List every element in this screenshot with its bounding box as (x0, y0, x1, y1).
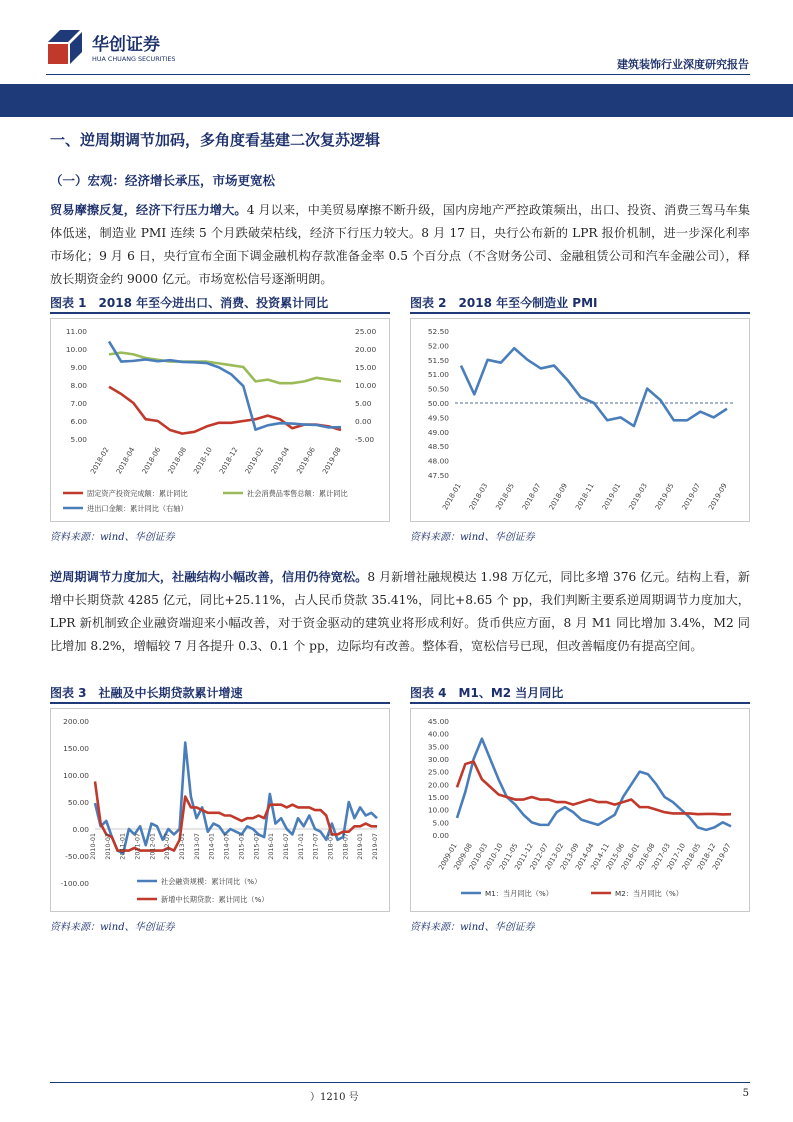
c4-ytick-8: 5.00 (432, 818, 449, 828)
c1-xtick-8: 2019-06 (295, 446, 317, 476)
c1-xtick-3: 2018-08 (166, 446, 189, 476)
c1-xtick-2: 2018-06 (140, 446, 163, 476)
c4-xtick-5: 2011-12 (513, 842, 535, 872)
figure-1-source: 资料来源：wind、华创证券 (50, 532, 175, 543)
footer-divider (50, 1082, 750, 1083)
c4-xtick-4: 2011-05 (498, 842, 520, 872)
c4-xtick-0: 2009-01 (437, 842, 459, 872)
chart-1-svg (51, 319, 389, 521)
figure-2-title: 图表 2 2018 年至今制造业 PMI (410, 294, 750, 314)
header-divider (46, 74, 750, 75)
c1-ytick-left-4: 7.00 (70, 399, 87, 408)
c2-ytick-4: 50.50 (427, 384, 449, 394)
figure-4-source: 资料来源：wind、华创证券 (410, 922, 535, 933)
c2-ytick-0: 52.50 (427, 327, 449, 336)
c3-xtick-18: 2019-01 (356, 833, 365, 860)
c1-ytick-left-1: 10.00 (65, 345, 87, 354)
c4-ytick-7: 10.00 (427, 805, 449, 815)
c4-xtick-12: 2016-01 (619, 842, 642, 872)
section-title: 一、逆周期调节加码，多角度看基建二次复苏逻辑 (50, 131, 381, 149)
c2-xtick-4: 2018-09 (547, 482, 570, 512)
c2-ytick-6: 49.50 (427, 413, 449, 423)
c2-xtick-7: 2019-03 (627, 482, 649, 512)
c2-ytick-3: 51.00 (427, 370, 449, 380)
c1-ytick-right-3: 10.00 (355, 381, 377, 390)
c1-xtick-1: 2018-04 (114, 446, 137, 476)
c2-xtick-0: 2018-01 (441, 482, 463, 512)
c3-xtick-3: 2011-07 (133, 833, 142, 860)
c4-ytick-0: 45.00 (427, 717, 449, 726)
report-title: 建筑装饰行业深度研究报告 (617, 58, 749, 71)
c1-legend-1-label: 社会消费品零售总额：累计同比 (247, 489, 348, 498)
c1-ytick-right-0: 25.00 (355, 327, 377, 336)
c3-xtick-12: 2016-01 (267, 833, 276, 860)
c3-ytick-3: 50.00 (67, 798, 89, 807)
c4-xtick-9: 2014-04 (574, 842, 596, 872)
c1-ytick-left-0: 11.00 (65, 327, 87, 336)
c1-xtick-5: 2018-12 (218, 446, 240, 476)
c4-legend-0-label: M1：当月同比（%） (485, 889, 553, 898)
c2-ytick-1: 52.00 (427, 341, 449, 351)
c4-xtick-14: 2017-03 (650, 842, 672, 872)
c2-ytick-9: 48.00 (427, 456, 449, 466)
c2-xtick-6: 2019-01 (600, 482, 623, 512)
c4-xtick-13: 2016-08 (635, 842, 657, 872)
c2-xtick-9: 2019-07 (680, 482, 703, 512)
c1-xtick-9: 2019-08 (321, 446, 343, 476)
footer-license: ）1210 号 (310, 1092, 359, 1103)
c4-xtick-11: 2015-06 (604, 842, 627, 872)
c4-xtick-3: 2010-10 (482, 842, 505, 872)
header-band (0, 84, 793, 117)
brand-en: HUA CHUANG SECURITIES (92, 55, 176, 63)
c3-xtick-1: 2010-07 (103, 833, 112, 860)
c1-ytick-left-2: 9.00 (70, 363, 87, 372)
c4-ytick-5: 20.00 (427, 780, 449, 790)
figure-3-chart (50, 708, 390, 912)
c4-xtick-17: 2018-12 (695, 842, 718, 872)
c1-ytick-right-2: 15.00 (355, 363, 377, 372)
c3-xtick-4: 2012-01 (148, 833, 157, 860)
c3-xtick-11: 2015-07 (252, 833, 261, 860)
c3-xtick-13: 2016-07 (281, 833, 290, 860)
c3-legend-0-label: 社会融资规模：累计同比（%） (161, 877, 262, 886)
c4-ytick-6: 15.00 (427, 793, 449, 802)
c2-ytick-2: 51.50 (427, 355, 449, 365)
paragraph-2 (50, 566, 750, 658)
c2-ytick-7: 49.00 (427, 427, 449, 437)
c3-xtick-2: 2011-01 (118, 833, 127, 860)
figure-4-title: 图表 4 M1、M2 当月同比 (410, 684, 750, 704)
paragraph-2-body: 8 月新增社融规模达 1.98 万亿元，同比多增 376 亿元。结构上看，新增中长期贷款 4285 亿元，同比+25.11%，占人民币贷款 35.41%，同比+8.65 个 pp，我们判断主要系逆周期调节力度加大，LPR 新机制致企业融资端迎来小幅改善，对于资金驱动的建筑业将形成利好。货币供应方面，8 月 M1 同比增加 3.4%，M2 同比增加 8.2%，增幅较 7 月各提升 0.3、0.1 个 pp，边际均有改善。整体看，宽松信号已现，但改善幅度仍有提高空间。 (50, 570, 751, 653)
chart-4-svg (411, 709, 749, 911)
figure-1-chart (50, 318, 390, 522)
c2-series-0 (461, 348, 727, 426)
c4-ytick-3: 30.00 (427, 755, 449, 764)
c3-ytick-6: -100.00 (60, 879, 89, 888)
c4-legend-1-label: M2：当月同比（%） (615, 889, 683, 898)
c4-ytick-2: 35.00 (427, 742, 449, 752)
c3-xtick-10: 2015-01 (237, 833, 246, 860)
c4-ytick-9: 0.00 (432, 831, 449, 840)
c1-ytick-left-3: 8.00 (70, 381, 87, 390)
c3-xtick-15: 2017-07 (311, 833, 320, 860)
c2-xtick-5: 2018-11 (574, 482, 596, 512)
figure-4-chart (410, 708, 750, 912)
c1-ytick-left-5: 6.00 (70, 417, 87, 426)
c4-ytick-4: 25.00 (427, 767, 449, 777)
c3-ytick-1: 150.00 (63, 744, 89, 753)
c4-xtick-6: 2012-07 (528, 842, 551, 872)
c3-xtick-7: 2013-07 (192, 833, 201, 860)
c1-xtick-7: 2019-04 (269, 446, 292, 476)
figure-2-source: 资料来源：wind、华创证券 (410, 532, 535, 543)
c4-series-0 (457, 739, 731, 830)
c3-xtick-16: 2018-01 (326, 833, 335, 860)
figure-2-chart (410, 318, 750, 522)
c1-xtick-6: 2019-02 (243, 446, 266, 476)
brand-cn: 华创证券 (92, 35, 160, 55)
c2-xtick-1: 2018-03 (467, 482, 490, 512)
c1-legend-0-label: 固定资产投资完成额：累计同比 (87, 489, 188, 498)
paragraph-2-lead: 逆周期调节力度加大，社融结构小幅改善，信用仍待宽松。 (50, 570, 368, 584)
c2-ytick-10: 47.50 (427, 471, 449, 480)
c1-ytick-right-1: 20.00 (355, 345, 377, 354)
c3-ytick-2: 100.00 (63, 771, 89, 780)
c1-series-0 (109, 387, 341, 434)
c3-ytick-5: -50.00 (65, 852, 89, 861)
c1-legend-2-label: 进出口金额：累计同比（右轴） (87, 504, 188, 513)
c3-xtick-9: 2014-07 (222, 833, 231, 860)
paragraph-1 (50, 199, 750, 291)
c4-series-1 (457, 762, 731, 815)
c4-xtick-10: 2014-11 (589, 842, 611, 872)
c3-xtick-6: 2013-01 (178, 833, 187, 860)
c1-ytick-right-6: -5.00 (355, 435, 375, 444)
c2-xtick-3: 2018-07 (520, 482, 543, 512)
c3-xtick-19: 2019-07 (371, 833, 379, 860)
c3-xtick-14: 2017-01 (296, 833, 305, 860)
c3-legend-1-label: 新增中长期贷款：累计同比（%） (161, 895, 269, 904)
chart-2-svg (411, 319, 749, 521)
c1-series-1 (109, 353, 341, 384)
c2-ytick-5: 50.00 (427, 399, 449, 408)
page-number: 5 (742, 1088, 749, 1099)
c3-ytick-0: 200.00 (63, 717, 89, 726)
c2-xtick-10: 2019-09 (707, 482, 729, 512)
c4-xtick-2: 2010-03 (467, 842, 490, 872)
figure-1-title: 图表 1 2018 年至今进出口、消费、投资累计同比 (50, 294, 390, 314)
c4-xtick-7: 2013-02 (543, 842, 566, 872)
section-subtitle: （一）宏观：经济增长承压，市场更宽松 (50, 173, 276, 188)
chart-3-svg (51, 709, 389, 911)
company-logo (46, 28, 206, 68)
c3-ytick-4: 0.00 (72, 825, 89, 834)
c1-ytick-left-6: 5.00 (70, 435, 87, 444)
paragraph-1-lead: 贸易摩擦反复，经济下行压力增大。 (50, 203, 247, 217)
c4-ytick-1: 40.00 (427, 729, 449, 739)
c2-xtick-2: 2018-05 (494, 482, 516, 512)
c4-xtick-16: 2018-05 (680, 842, 703, 872)
figure-3-title: 图表 3 社融及中长期贷款累计增速 (50, 684, 390, 704)
c1-xtick-0: 2018-02 (89, 446, 111, 476)
c3-xtick-0: 2010-01 (89, 833, 97, 860)
c2-xtick-8: 2019-05 (653, 482, 676, 512)
c2-ytick-8: 48.50 (427, 442, 449, 452)
c4-xtick-8: 2013-09 (558, 842, 581, 872)
c3-xtick-8: 2014-01 (207, 833, 216, 860)
c1-ytick-right-5: 0.00 (355, 417, 372, 426)
paragraph-1-body: 4 月以来，中美贸易摩擦不断升级，国内房地产严控政策频出，出口、投资、消费三驾马车集体低迷，制造业 PMI 连续 5 个月跌破荣枯线，经济下行压力较大。8 月 17 日，央行公布新的 LPR 报价机制，进一步深化利率市场化；9 月 6 日，央行宣布全面下调金融机构存款准备金率 0.5 个百分点（不含财务公司、金融租赁公司和汽车金融公司），释放长期资金约 9000 亿元。市场宽松信号逐渐明朗。 (50, 203, 751, 286)
c4-xtick-15: 2017-10 (665, 842, 688, 872)
c1-xtick-4: 2018-10 (192, 446, 214, 476)
c3-xtick-5: 2012-07 (163, 833, 172, 860)
c3-xtick-17: 2018-07 (341, 833, 350, 860)
c1-ytick-right-4: 5.00 (355, 399, 372, 408)
figure-3-source: 资料来源：wind、华创证券 (50, 922, 175, 933)
c4-xtick-1: 2009-08 (452, 842, 474, 872)
c4-xtick-18: 2019-07 (711, 842, 733, 872)
